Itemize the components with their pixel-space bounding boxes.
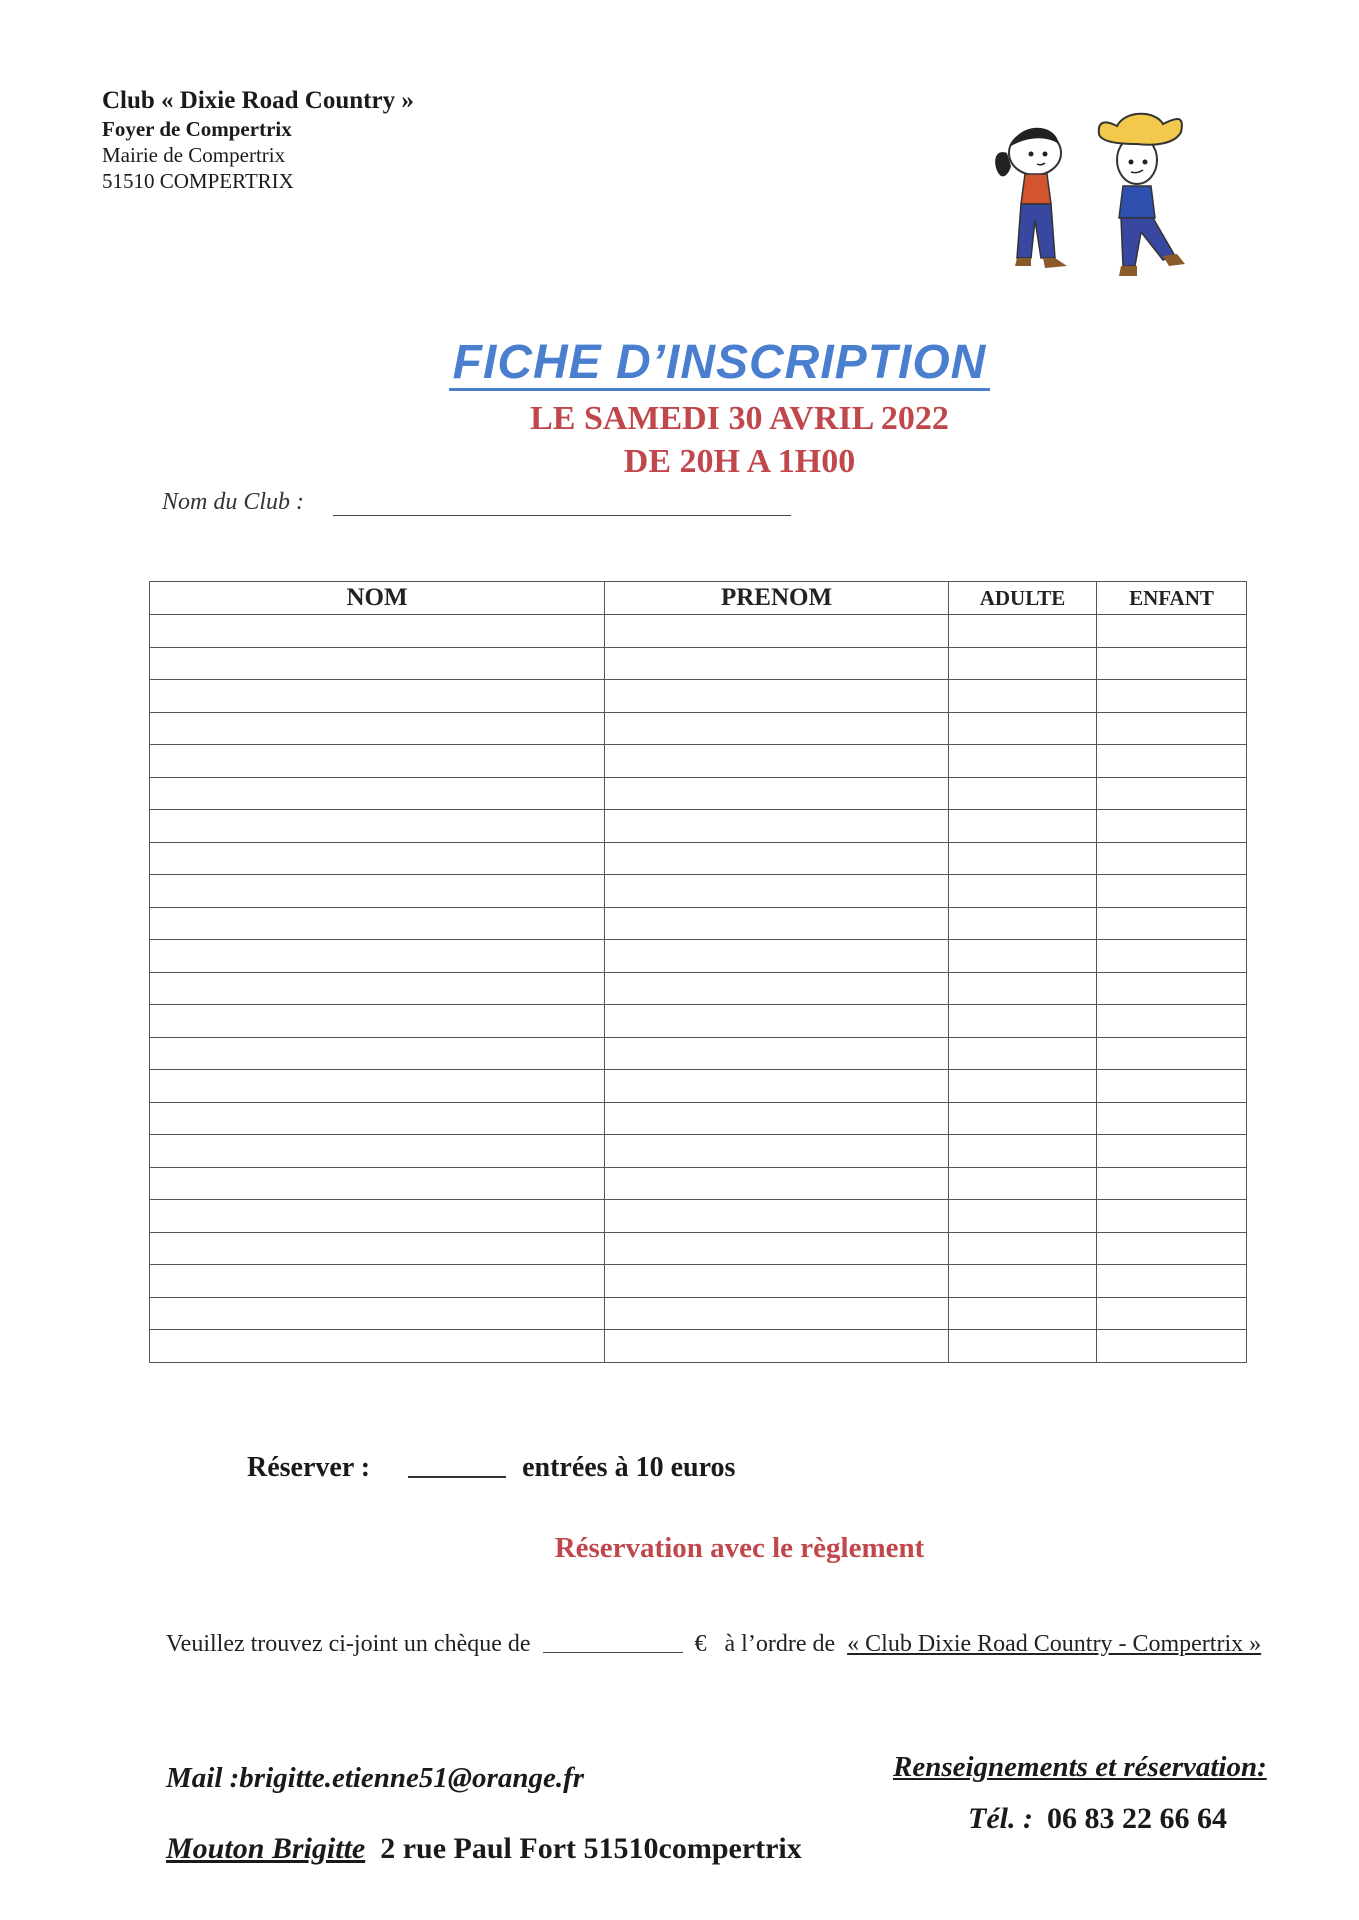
- table-row: [150, 1135, 1247, 1168]
- enfant-cell[interactable]: [1097, 745, 1247, 778]
- phone-label: Tél. :: [968, 1802, 1033, 1835]
- prenom-cell[interactable]: [605, 712, 949, 745]
- nom-cell[interactable]: [150, 1102, 605, 1135]
- table-body: [150, 615, 1247, 1363]
- prenom-cell[interactable]: [605, 777, 949, 810]
- prenom-cell[interactable]: [605, 875, 949, 908]
- cheque-prefix: Veuillez trouvez ci-joint un chèque de: [166, 1631, 531, 1657]
- prenom-cell[interactable]: [605, 1005, 949, 1038]
- nom-cell[interactable]: [150, 1200, 605, 1233]
- enfant-cell[interactable]: [1097, 1232, 1247, 1265]
- nom-cell[interactable]: [150, 940, 605, 973]
- table-row: [150, 810, 1247, 843]
- prenom-cell[interactable]: [605, 972, 949, 1005]
- enfant-cell[interactable]: [1097, 712, 1247, 745]
- prenom-cell[interactable]: [605, 1135, 949, 1168]
- enfant-cell[interactable]: [1097, 875, 1247, 908]
- table-row: [150, 1070, 1247, 1103]
- nom-cell[interactable]: [150, 680, 605, 713]
- adulte-cell[interactable]: [949, 1200, 1097, 1233]
- enfant-cell[interactable]: [1097, 810, 1247, 843]
- enfant-cell[interactable]: [1097, 972, 1247, 1005]
- column-header-nom: NOM: [150, 582, 605, 615]
- prenom-cell[interactable]: [605, 1070, 949, 1103]
- adulte-cell[interactable]: [949, 1070, 1097, 1103]
- table-row: [150, 1037, 1247, 1070]
- club-postal: 51510 COMPERTRIX: [102, 169, 294, 193]
- table-row: [150, 1232, 1247, 1265]
- enfant-cell[interactable]: [1097, 615, 1247, 648]
- enfant-cell[interactable]: [1097, 940, 1247, 973]
- nom-cell[interactable]: [150, 1297, 605, 1330]
- column-header-enfant: ENFANT: [1097, 582, 1247, 615]
- phone-number: 06 83 22 66 64: [1046, 1802, 1227, 1835]
- table-row: [150, 842, 1247, 875]
- adulte-cell[interactable]: [949, 712, 1097, 745]
- table-row: [150, 907, 1247, 940]
- enfant-cell[interactable]: [1097, 907, 1247, 940]
- enfant-cell[interactable]: [1097, 1265, 1247, 1298]
- prenom-cell[interactable]: [605, 1037, 949, 1070]
- prenom-cell[interactable]: [605, 615, 949, 648]
- reserve-row: [247, 1452, 735, 1484]
- adulte-cell[interactable]: [949, 1135, 1097, 1168]
- enfant-cell[interactable]: [1097, 1135, 1247, 1168]
- adulte-cell[interactable]: [949, 777, 1097, 810]
- table-row: [150, 712, 1247, 745]
- adulte-cell[interactable]: [949, 1005, 1097, 1038]
- nom-cell[interactable]: [150, 745, 605, 778]
- adulte-cell[interactable]: [949, 1265, 1097, 1298]
- enfant-cell[interactable]: [1097, 1102, 1247, 1135]
- form-title-text: FICHE D’INSCRIPTION: [449, 338, 991, 391]
- table-row: [150, 777, 1247, 810]
- nom-cell[interactable]: [150, 1167, 605, 1200]
- table-row: [150, 680, 1247, 713]
- club-name-label: Nom du Club :: [162, 489, 305, 515]
- enfant-cell[interactable]: [1097, 842, 1247, 875]
- registration-table: [149, 581, 1247, 1363]
- table-row: [150, 1297, 1247, 1330]
- prenom-cell[interactable]: [605, 1265, 949, 1298]
- enfant-cell[interactable]: [1097, 1070, 1247, 1103]
- nom-cell[interactable]: [150, 1330, 605, 1363]
- event-time: DE 20H A 1H00: [623, 443, 856, 480]
- enfant-cell[interactable]: [1097, 680, 1247, 713]
- prenom-cell[interactable]: [605, 647, 949, 680]
- enfant-cell[interactable]: [1097, 1005, 1247, 1038]
- contact-phone-row: [968, 1802, 1227, 1836]
- nom-cell[interactable]: [150, 907, 605, 940]
- prenom-cell[interactable]: [605, 1232, 949, 1265]
- prenom-cell[interactable]: [605, 1297, 949, 1330]
- column-header-adulte: ADULTE: [949, 582, 1097, 615]
- adulte-cell[interactable]: [949, 1037, 1097, 1070]
- nom-cell[interactable]: [150, 1232, 605, 1265]
- table-row: [150, 1330, 1247, 1363]
- club-name-field[interactable]: [333, 515, 791, 516]
- reserve-label: Réserver :: [247, 1452, 371, 1483]
- nom-cell[interactable]: [150, 1005, 605, 1038]
- prenom-cell[interactable]: [605, 1200, 949, 1233]
- table-row: [150, 1005, 1247, 1038]
- enfant-cell[interactable]: [1097, 1037, 1247, 1070]
- adulte-cell[interactable]: [949, 1232, 1097, 1265]
- table-row: [150, 745, 1247, 778]
- contact-address: 2 rue Paul Fort 51510compertrix: [380, 1832, 802, 1865]
- contact-mail: Mail :brigitte.etienne51@orange.fr: [166, 1762, 585, 1794]
- adulte-cell[interactable]: [949, 972, 1097, 1005]
- contact-name: Mouton Brigitte: [166, 1832, 366, 1865]
- adulte-cell[interactable]: [949, 680, 1097, 713]
- enfant-cell[interactable]: [1097, 1330, 1247, 1363]
- nom-cell[interactable]: [150, 842, 605, 875]
- enfant-cell[interactable]: [1097, 1297, 1247, 1330]
- prenom-cell[interactable]: [605, 1330, 949, 1363]
- cheque-amount-field[interactable]: [543, 1652, 683, 1653]
- table-row: [150, 1167, 1247, 1200]
- event-date: LE SAMEDI 30 AVRIL 2022: [530, 400, 949, 437]
- adulte-cell[interactable]: [949, 875, 1097, 908]
- club-header: [102, 86, 414, 194]
- enfant-cell[interactable]: [1097, 1167, 1247, 1200]
- reserve-suffix: entrées à 10 euros: [522, 1452, 736, 1483]
- nom-cell[interactable]: [150, 1265, 605, 1298]
- nom-cell[interactable]: [150, 1135, 605, 1168]
- table-row: [150, 615, 1247, 648]
- adulte-cell[interactable]: [949, 1102, 1097, 1135]
- cowboy-dancer-icon: [1099, 114, 1185, 276]
- prenom-cell[interactable]: [605, 810, 949, 843]
- table-row: [150, 972, 1247, 1005]
- cheque-row: [166, 1628, 1266, 1661]
- table-row: [150, 1265, 1247, 1298]
- enfant-cell[interactable]: [1097, 1200, 1247, 1233]
- country-dancers-illustration: [985, 108, 1205, 313]
- adulte-cell[interactable]: [949, 1167, 1097, 1200]
- nom-cell[interactable]: [150, 712, 605, 745]
- adulte-cell[interactable]: [949, 907, 1097, 940]
- table-row: [150, 1102, 1247, 1135]
- adulte-cell[interactable]: [949, 615, 1097, 648]
- reserve-count-field[interactable]: [408, 1476, 506, 1478]
- table-row: [150, 940, 1247, 973]
- table-row: [150, 1200, 1247, 1233]
- nom-cell[interactable]: [150, 615, 605, 648]
- adulte-cell[interactable]: [949, 745, 1097, 778]
- prenom-cell[interactable]: [605, 680, 949, 713]
- nom-cell[interactable]: [150, 647, 605, 680]
- prenom-cell[interactable]: [605, 1167, 949, 1200]
- adulte-cell[interactable]: [949, 1297, 1097, 1330]
- table-row: [150, 647, 1247, 680]
- form-title: [0, 335, 1359, 391]
- contact-address-row: [166, 1832, 802, 1866]
- prenom-cell[interactable]: [605, 842, 949, 875]
- nom-cell[interactable]: [150, 875, 605, 908]
- cheque-payee: « Club Dixie Road Country - Compertrix »: [847, 1631, 1262, 1657]
- prenom-cell[interactable]: [605, 907, 949, 940]
- nom-cell[interactable]: [150, 777, 605, 810]
- prenom-cell[interactable]: [605, 940, 949, 973]
- nom-cell[interactable]: [150, 1070, 605, 1103]
- club-name: Club « Dixie Road Country »: [102, 87, 414, 114]
- contact-info-title: Renseignements et réservation:: [893, 1751, 1267, 1783]
- nom-cell[interactable]: [150, 810, 605, 843]
- adulte-cell[interactable]: [949, 940, 1097, 973]
- table-header-row: [150, 582, 1247, 615]
- column-header-prenom: PRENOM: [605, 582, 949, 615]
- enfant-cell[interactable]: [1097, 777, 1247, 810]
- table-row: [150, 875, 1247, 908]
- prenom-cell[interactable]: [605, 1102, 949, 1135]
- cheque-order-label: à l’ordre de: [724, 1631, 836, 1657]
- adulte-cell[interactable]: [949, 810, 1097, 843]
- adulte-cell[interactable]: [949, 1330, 1097, 1363]
- club-venue: Foyer de Compertrix: [102, 117, 292, 141]
- cheque-currency: €: [694, 1631, 707, 1657]
- nom-cell[interactable]: [150, 1037, 605, 1070]
- payment-note: Réservation avec le règlement: [554, 1532, 925, 1564]
- nom-cell[interactable]: [150, 972, 605, 1005]
- adulte-cell[interactable]: [949, 647, 1097, 680]
- enfant-cell[interactable]: [1097, 647, 1247, 680]
- adulte-cell[interactable]: [949, 842, 1097, 875]
- club-hall: Mairie de Compertrix: [102, 143, 286, 167]
- prenom-cell[interactable]: [605, 745, 949, 778]
- girl-dancer-icon: [995, 128, 1067, 268]
